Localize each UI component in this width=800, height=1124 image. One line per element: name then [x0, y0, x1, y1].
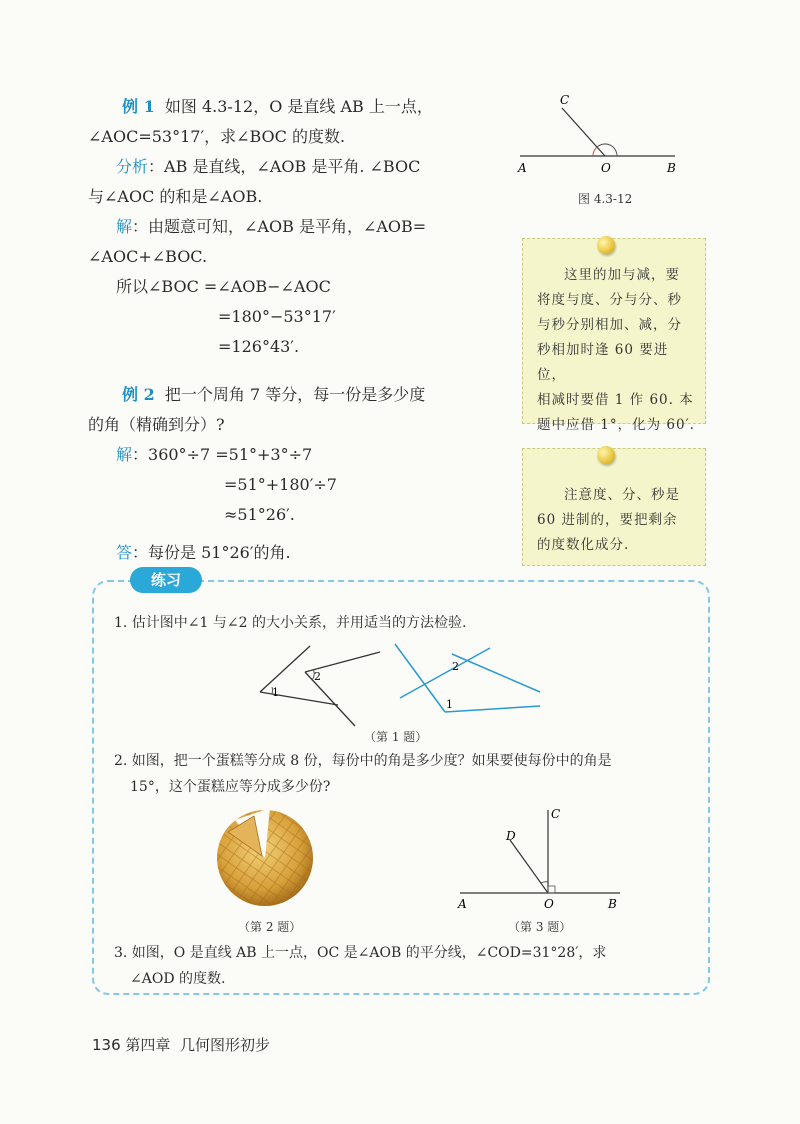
example1-label: 例 1 [122, 97, 155, 116]
solution2-label: 解 [116, 445, 133, 464]
note2-line: 的度数化成分. [537, 537, 630, 553]
answer-label: 答 [116, 543, 133, 562]
pin-icon [597, 446, 615, 464]
example2-line2: 的角（精确到分）? [88, 415, 225, 434]
exercise-q3-line1: 3. 如图，O 是直线 AB 上一点，OC 是∠AOB 的平分线，∠COD=31°28′，求 [114, 945, 607, 961]
example2-block [88, 380, 502, 568]
fig-label-c: C [560, 93, 570, 107]
q1-angle-label: 2 [452, 660, 459, 673]
q1-angle1-figure [260, 646, 380, 726]
solution1-label: 解 [116, 217, 133, 236]
chapter-title: 几何图形初步 [179, 1036, 270, 1054]
example2-line1: 把一个周角 7 等分，每一份是多少度 [164, 385, 426, 404]
note1-line: 题中应借 1°，化为 60′. [537, 417, 695, 433]
q3-label-d: D [506, 829, 516, 843]
note1 [522, 238, 706, 433]
calc1-line1: 所以∠BOC =∠AOB−∠AOC [116, 277, 331, 296]
ray-oc [562, 108, 605, 156]
q1-line [452, 654, 540, 692]
q3-label-a: A [458, 897, 467, 910]
q1-angle-label: 2 [314, 670, 321, 683]
cake-illustration [210, 800, 320, 910]
note1-line: 将度与度、分与分、秒 [537, 292, 682, 308]
exercise-tab: 练习 [130, 567, 202, 593]
note1-line: 秒相加时逢 60 要进位， [537, 342, 669, 383]
pin-icon [597, 236, 615, 254]
q1-line [260, 646, 310, 692]
q1-angle2-figure [395, 644, 540, 712]
analysis-line1: ：AB 是直线，∠AOB 是平角. ∠BOC [148, 157, 421, 176]
q1-angle-label: 1 [446, 698, 453, 711]
q3-arc [541, 882, 548, 883]
note2-line: 60 进制的，要把剩余 [537, 512, 678, 528]
fig-label-a: A [518, 161, 527, 175]
figure-caption: 图 4.3-12 [578, 192, 633, 206]
fig-label-b: B [667, 161, 676, 175]
q1-line [400, 648, 490, 698]
chapter-name: 第四章 [125, 1036, 171, 1054]
q3-label-c: C [551, 807, 561, 821]
q3-label-b: B [608, 897, 617, 910]
q1-caption: （第 1 题） [364, 730, 428, 744]
q3-right-angle-mark [548, 886, 555, 893]
note2 [522, 448, 706, 566]
answer-text: ：每份是 51°26′的角. [132, 543, 291, 562]
q3-ray-od [510, 840, 548, 893]
exercise-q2-line1: 2. 如图，把一个蛋糕等分成 8 份，每份中的角是多少度？如果要使每份中的角是 [114, 753, 612, 769]
fig-label-o: O [601, 161, 611, 175]
q3-figure [450, 800, 630, 910]
solution1-line2: ∠AOC+∠BOC. [88, 247, 208, 266]
note1-line: 这里的加与减，要 [564, 267, 680, 283]
page-footer [92, 1034, 270, 1055]
solution1-line1: ：由题意可知，∠AOB 是平角，∠AOB= [132, 217, 427, 236]
example1-line1: 如图 4.3-12，O 是直线 AB 上一点， [164, 97, 433, 116]
example2-label: 例 2 [122, 385, 155, 404]
calc2-line2: =51°+180′÷7 [224, 475, 337, 494]
q2-caption: （第 2 题） [238, 920, 302, 934]
note1-line: 与秒分别相加、减，分 [537, 317, 682, 333]
exercise-q3-line2: ∠AOD 的度数. [130, 971, 226, 987]
example1-block [88, 92, 492, 362]
page-number: 136 [92, 1036, 121, 1054]
angle-aoc-arc [593, 147, 597, 156]
note2-line: 注意度、分、秒是 [564, 487, 680, 503]
q1-angle-label: 1 [272, 686, 279, 699]
exercise-q1: 1. 估计图中∠1 与∠2 的大小关系，并用适当的方法检验. [114, 615, 467, 631]
calc1-line2: =180°−53°17′ [218, 307, 336, 326]
calc2-line1: ：360°÷7 =51°+3°÷7 [132, 445, 313, 464]
q1-line [445, 706, 540, 712]
exercise-q2-line2: 15°，这个蛋糕应等分成多少份? [130, 779, 331, 795]
analysis-label: 分析 [116, 157, 149, 176]
q3-caption: （第 3 题） [508, 920, 572, 934]
q1-figure [250, 640, 550, 730]
q3-label-o: O [544, 897, 554, 910]
calc1-line3: =126°43′. [218, 337, 300, 356]
example1-line2: ∠AOC=53°17′，求∠BOC 的度数. [88, 127, 346, 146]
calc2-line3: ≈51°26′. [224, 505, 295, 524]
note1-line: 相减时要借 1 作 60. 本 [537, 392, 694, 408]
analysis-line2: 与∠AOC 的和是∠AOB. [88, 187, 263, 206]
q1-line [305, 652, 380, 672]
